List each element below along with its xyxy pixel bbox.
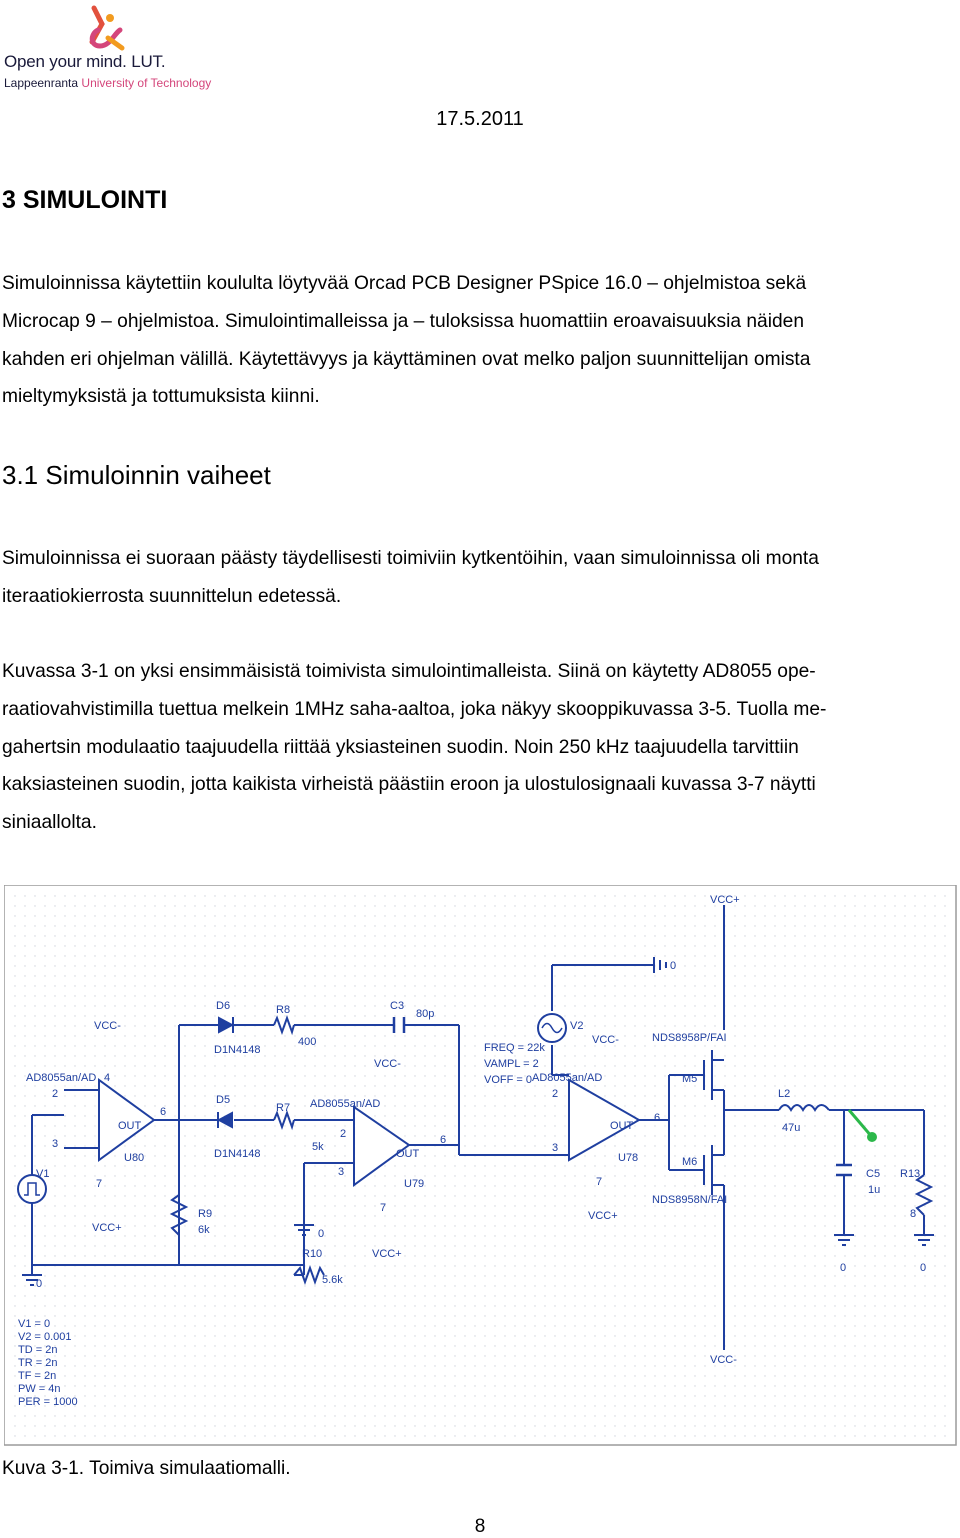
label-d6: D6 (216, 1000, 231, 1012)
lut-logo-mark-icon (84, 4, 128, 52)
paragraph-1 (2, 540, 952, 616)
label-v1-param: PW = 4n (18, 1383, 61, 1395)
subsection-heading: 3.1 Simuloinnin vaiheet (2, 460, 271, 490)
label-vcc-minus-u78: VCC- (592, 1034, 619, 1046)
paragraph-2 (2, 653, 952, 842)
label-u78: U78 (618, 1152, 639, 1164)
label-r9: R9 (198, 1208, 213, 1220)
label-v2: V2 (570, 1020, 584, 1032)
label-vcc-plus-u79: VCC+ (372, 1248, 402, 1260)
section-heading: 3 SIMULOINTI (2, 186, 168, 214)
label-v1-param: V2 = 0.001 (18, 1331, 72, 1343)
label-v1-param: TF = 2n (18, 1370, 57, 1382)
label-u78-pin3: 3 (552, 1142, 559, 1154)
label-u79-part: AD8055an/AD (310, 1098, 381, 1110)
label-v2-vampl: VAMPL = 2 (484, 1058, 539, 1070)
label-vcc-plus-u80: VCC+ (92, 1222, 122, 1234)
text-line: Simuloinnissa käytettiin koululta löytyvää Orcad PCB Designer PSpice 16.0 – ohjelmistoa sekä (2, 273, 807, 294)
label-r13: R13 (900, 1168, 921, 1180)
label-v1-param: TD = 2n (18, 1344, 58, 1356)
label-r7-value: 5k (312, 1141, 324, 1153)
label-u80-part: AD8055an/AD (26, 1072, 97, 1084)
label-u80-pin4: 4 (104, 1072, 111, 1084)
label-u80-pin3: 3 (52, 1138, 59, 1150)
intro-paragraph (2, 265, 952, 416)
label-u80-pin6: 6 (160, 1106, 167, 1118)
label-u79-pin7: 7 (380, 1202, 387, 1214)
label-r8: R8 (276, 1004, 291, 1016)
label-vcc-minus-u80: VCC- (94, 1020, 121, 1032)
label-u78-pin2: 2 (552, 1088, 559, 1100)
label-u79-pin6: 6 (440, 1134, 447, 1146)
label-v1-param: V1 = 0 (18, 1318, 51, 1330)
label-vcc-minus-u79: VCC- (374, 1058, 401, 1070)
text-line: Kuvassa 3-1 on yksi ensimmäisistä toimivista simulointimalleista. Siinä on käytetty AD8055 ope- (2, 661, 816, 682)
logo-university: University of Technology (81, 76, 212, 90)
label-u80-pin2: 2 (52, 1088, 59, 1100)
label-m5-part: NDS8958P/FAI (652, 1032, 727, 1044)
label-gnd-v1: 0 (36, 1278, 43, 1290)
label-r10-value: 5.6k (322, 1274, 343, 1286)
label-gnd-c5: 0 (840, 1262, 847, 1274)
label-r10: R10 (302, 1248, 323, 1260)
text-line: mieltymyksistä ja tottumuksista kiinni. (2, 386, 320, 408)
header-date: 17.5.2011 (436, 108, 524, 130)
label-c5-value: 1u (868, 1184, 881, 1196)
logo-university-name (4, 76, 211, 90)
label-u80-pin7: 7 (96, 1178, 103, 1190)
text-line: raatiovahvistimilla tuettua melkein 1MHz saha-aaltoa, joka näkyy skooppikuvassa 3-5. Tuolla me- (2, 698, 827, 720)
label-d5-part: D1N4148 (214, 1148, 261, 1160)
label-v2-voff: VOFF = 0 (484, 1074, 532, 1086)
label-u79-pin2: 2 (340, 1128, 347, 1140)
label-vcc-plus-u78: VCC+ (588, 1210, 618, 1222)
label-r7: R7 (276, 1102, 291, 1114)
label-r13-value: 8 (910, 1208, 917, 1220)
label-c3: C3 (390, 1000, 405, 1012)
label-m5: M5 (682, 1073, 698, 1085)
text-line: kaksiasteinen suodin, jotta kaikista virheistä päästiin eroon ja ulostulosignaali kuvassa 3-7 näytti (2, 774, 816, 796)
label-v1-param: PER = 1000 (18, 1396, 78, 1408)
label-d6-part: D1N4148 (214, 1044, 261, 1056)
figure-caption: Kuva 3-1. Toimiva simulaatiomalli. (2, 1458, 291, 1479)
text-line: gahertsin modulaatio taajuudella riittää yksiasteinen suodin. Noin 250 kHz taajuudella tarvittiin (2, 736, 799, 758)
label-u80-out: OUT (118, 1120, 142, 1132)
label-gnd-r13: 0 (920, 1262, 927, 1274)
label-u78-pin6: 6 (654, 1112, 661, 1124)
label-gnd-u79: 0 (318, 1228, 325, 1240)
text-line: iteraatiokierrosta suunnittelun edetessä. (2, 585, 342, 607)
label-u80: U80 (124, 1152, 145, 1164)
label-v1: V1 (36, 1168, 50, 1180)
label-r9-value: 6k (198, 1224, 210, 1236)
label-u79-pin3: 3 (338, 1166, 345, 1178)
text-line: siniaallolta. (2, 812, 97, 834)
label-u78-pin7: 7 (596, 1176, 603, 1188)
logo-city: Lappeenranta (4, 76, 79, 90)
text-line: Simuloinnissa ei suoraan päästy täydellisesti toimiviin kytkentöihin, vaan simuloinnissa oli monta (2, 548, 819, 569)
label-u78-out: OUT (610, 1120, 634, 1132)
label-c5: C5 (866, 1168, 881, 1180)
label-l2-value: 47u (782, 1122, 801, 1134)
label-u79-out: OUT (396, 1148, 420, 1160)
label-m6: M6 (682, 1156, 698, 1168)
page-number: 8 (474, 1516, 486, 1537)
label-c3-value: 80p (416, 1008, 435, 1020)
text-line: Microcap 9 – ohjelmistoa. Simulointimalleissa ja – tuloksissa huomattiin eroavaisuuksia näiden (2, 310, 805, 332)
label-vcc-minus-bottom: VCC- (710, 1354, 737, 1366)
label-v1-param: TR = 2n (18, 1357, 58, 1369)
label-vcc-plus-top: VCC+ (710, 894, 740, 906)
label-d5: D5 (216, 1094, 231, 1106)
label-u78-part: AD8055an/AD (532, 1072, 603, 1084)
label-gnd-top: 0 (670, 960, 677, 972)
label-v2-freq: FREQ = 22k (484, 1042, 545, 1054)
text-line: kahden eri ohjelman välillä. Käytettävyys ja käyttäminen ovat melko paljon suunnittelijan omista (2, 348, 811, 370)
label-u79: U79 (404, 1178, 425, 1190)
logo-slogan: Open your mind. LUT. (4, 52, 166, 71)
label-l2: L2 (778, 1088, 791, 1100)
label-r8-value: 400 (298, 1036, 317, 1048)
lut-logo (0, 0, 230, 100)
circuit-schematic (4, 885, 960, 1450)
schematic-figure (4, 885, 960, 1450)
label-m6-part: NDS8958N/FAI (652, 1194, 728, 1206)
